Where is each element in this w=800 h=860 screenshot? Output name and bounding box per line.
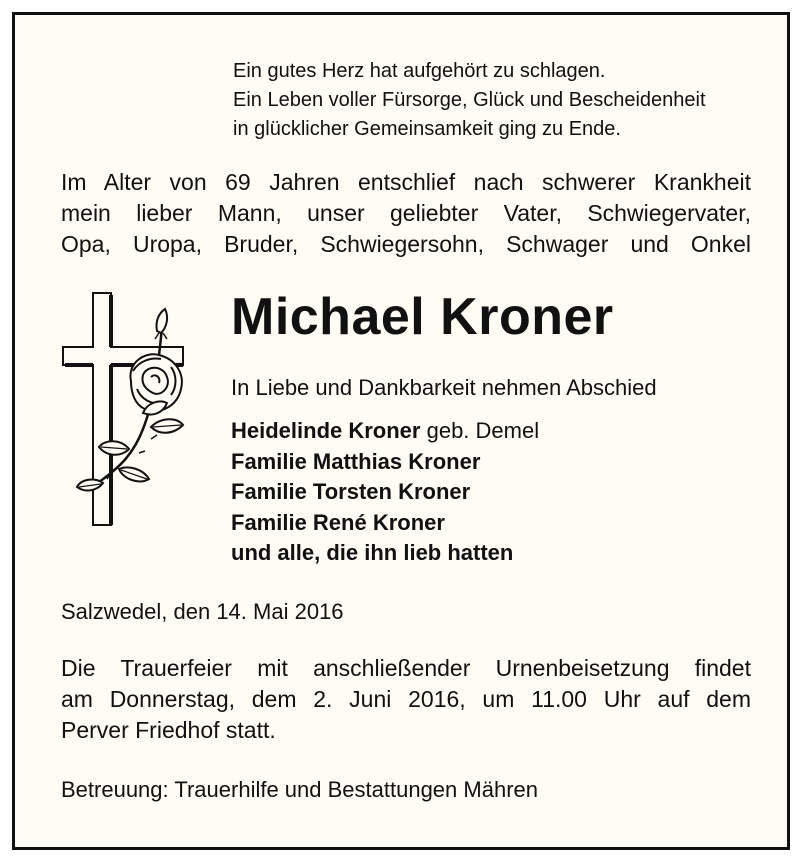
intro-line-1: Ein gutes Herz hat aufgehört zu schlagen. [233,60,606,82]
place-and-date: Salzwedel, den 14. Mai 2016 [61,599,344,624]
mourner-spouse [231,416,539,447]
ceremony-line-3: Perver Friedhof statt. [61,717,276,743]
mourner-closing: und alle, die ihn lieb hatten [231,540,514,565]
announcement-line-1: Im Alter von 69 Jahren entschlief nach schwerer Krankheit [61,169,751,195]
spouse-name: Heidelinde Kroner [231,418,421,443]
cross-with-rose-icon [59,289,199,529]
intro-line-3: in glücklicher Gemeinsamkeit ging zu Ende. [233,118,621,140]
obituary-frame [12,12,790,850]
announcement-line-3: Opa, Uropa, Bruder, Schwiegersohn, Schwager und Onkel [61,231,751,257]
funeral-care-line: Betreuung: Trauerhilfe und Bestattungen Mähren [61,777,538,802]
ceremony-line-1: Die Trauerfeier mit anschließender Urnenbeisetzung findet [61,655,751,681]
announcement-line-2: mein lieber Mann, unser geliebter Vater, Schwiegervater, [61,200,751,226]
deceased-name: Michael Kroner [231,288,614,346]
mourner-family-2: Familie Torsten Kroner [231,479,471,504]
spouse-maiden-name: geb. Demel [420,418,540,443]
mourner-family-3: Familie René Kroner [231,509,445,535]
ceremony-line-2: am Donnerstag, dem 2. Juni 2016, um 11.00 Uhr auf dem [61,686,751,712]
ceremony-notice [61,653,751,746]
mourners-list [231,416,539,569]
farewell-line: In Liebe und Dankbarkeit nehmen Abschied [231,375,657,400]
mourner-family-1: Familie Matthias Kroner [231,448,481,474]
intro-line-2: Ein Leben voller Fürsorge, Glück und Bescheidenheit [233,89,706,111]
death-announcement [61,167,751,260]
intro-verse [233,57,706,144]
